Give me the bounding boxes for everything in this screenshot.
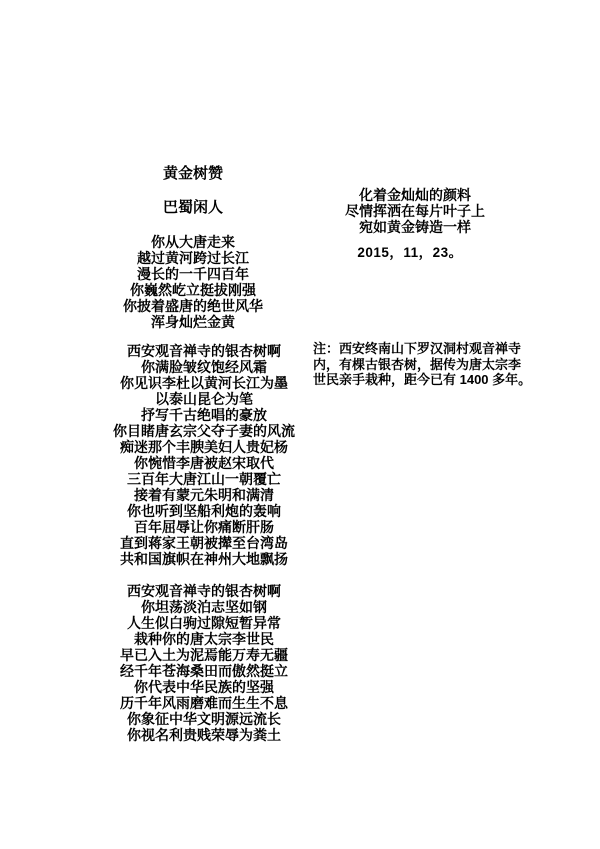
poem-line: 百年屈辱让你痛断肝肠 xyxy=(134,519,274,535)
poem-line: 西安观音禅寺的银杏树啊 xyxy=(127,583,281,599)
poem-line: 历千年风雨磨难而生生不息 xyxy=(120,695,288,711)
poem-line: 抒写千古绝唱的豪放 xyxy=(141,407,267,423)
poem-author: 巴蜀闲人 xyxy=(162,199,223,216)
poem-line: 你代表中华民族的坚强 xyxy=(134,679,274,695)
poem-line: 化着金灿灿的颜料 xyxy=(359,187,471,203)
poem-line: 你也听到坚船利炮的轰响 xyxy=(127,503,281,519)
poem-stanza-2 xyxy=(94,343,314,567)
poem-line: 你满脸皱纹饱经风霜 xyxy=(141,359,267,375)
poem-line: 你从大唐走来 xyxy=(151,234,235,250)
poem-line: 尽情挥洒在每片叶子上 xyxy=(345,203,485,219)
poem-line: 你象征中华文明源远流长 xyxy=(127,711,281,727)
note-line: 注：西安终南山下罗汉洞村观音禅寺 xyxy=(313,341,522,356)
poem-line: 浑身灿烂金黄 xyxy=(151,314,235,330)
poem-line: 接着有蒙元朱明和满清 xyxy=(134,487,274,503)
poem-line: 宛如黄金铸造一样 xyxy=(359,219,471,235)
poem-line: 你披着盛唐的绝世风华 xyxy=(123,298,263,314)
poem-line: 直到蒋家王朝被撵至台湾岛 xyxy=(120,535,288,551)
poem-line: 你目睹唐玄宗父夺子妻的风流 xyxy=(113,423,295,439)
poem-line: 西安观音禅寺的银杏树啊 xyxy=(127,343,281,359)
poem-line: 你见识李杜以黄河长江为墨 xyxy=(120,375,288,391)
poem-line: 栽种你的唐太宗李世民 xyxy=(134,631,274,647)
poem-line: 你惋惜李唐被赵宋取代 xyxy=(134,455,274,471)
poem-title: 黄金树赞 xyxy=(162,165,223,182)
poem-line: 经千年苍海桑田而傲然挺立 xyxy=(120,663,288,679)
poem-line: 三百年大唐江山一朝覆亡 xyxy=(127,471,281,487)
note-line: 世民亲手栽种，距今已有 1400 多年。 xyxy=(313,372,532,387)
poem-line: 以泰山昆仑为笔 xyxy=(155,391,253,407)
poem-line: 共和国旗帜在神州大地飘扬 xyxy=(120,551,288,567)
poem-closing-lines xyxy=(340,187,490,235)
poem-line: 人生似白驹过隙短暂异常 xyxy=(127,615,281,631)
poem-line: 你视名利贵贱荣辱为粪土 xyxy=(127,727,281,743)
poem-line: 痴迷那个丰腴美妇人贵妃杨 xyxy=(120,439,288,455)
poem-line: 你巍然屹立挺拔刚强 xyxy=(130,282,256,298)
poem-line: 你坦荡淡泊志坚如钢 xyxy=(141,599,267,615)
note-line: 内，有棵古银杏树，据传为唐太宗李 xyxy=(313,356,522,372)
poem-line: 越过黄河跨过长江 xyxy=(137,250,249,266)
poem-line: 早已入土为泥焉能万寿无疆 xyxy=(120,647,288,663)
poem-stanza-3 xyxy=(94,583,314,743)
poem-date: 2015，11，23。 xyxy=(357,245,463,260)
annotation-note xyxy=(313,341,532,388)
poem-line: 漫长的一千四百年 xyxy=(137,266,249,282)
poem-stanza-1 xyxy=(83,234,303,330)
